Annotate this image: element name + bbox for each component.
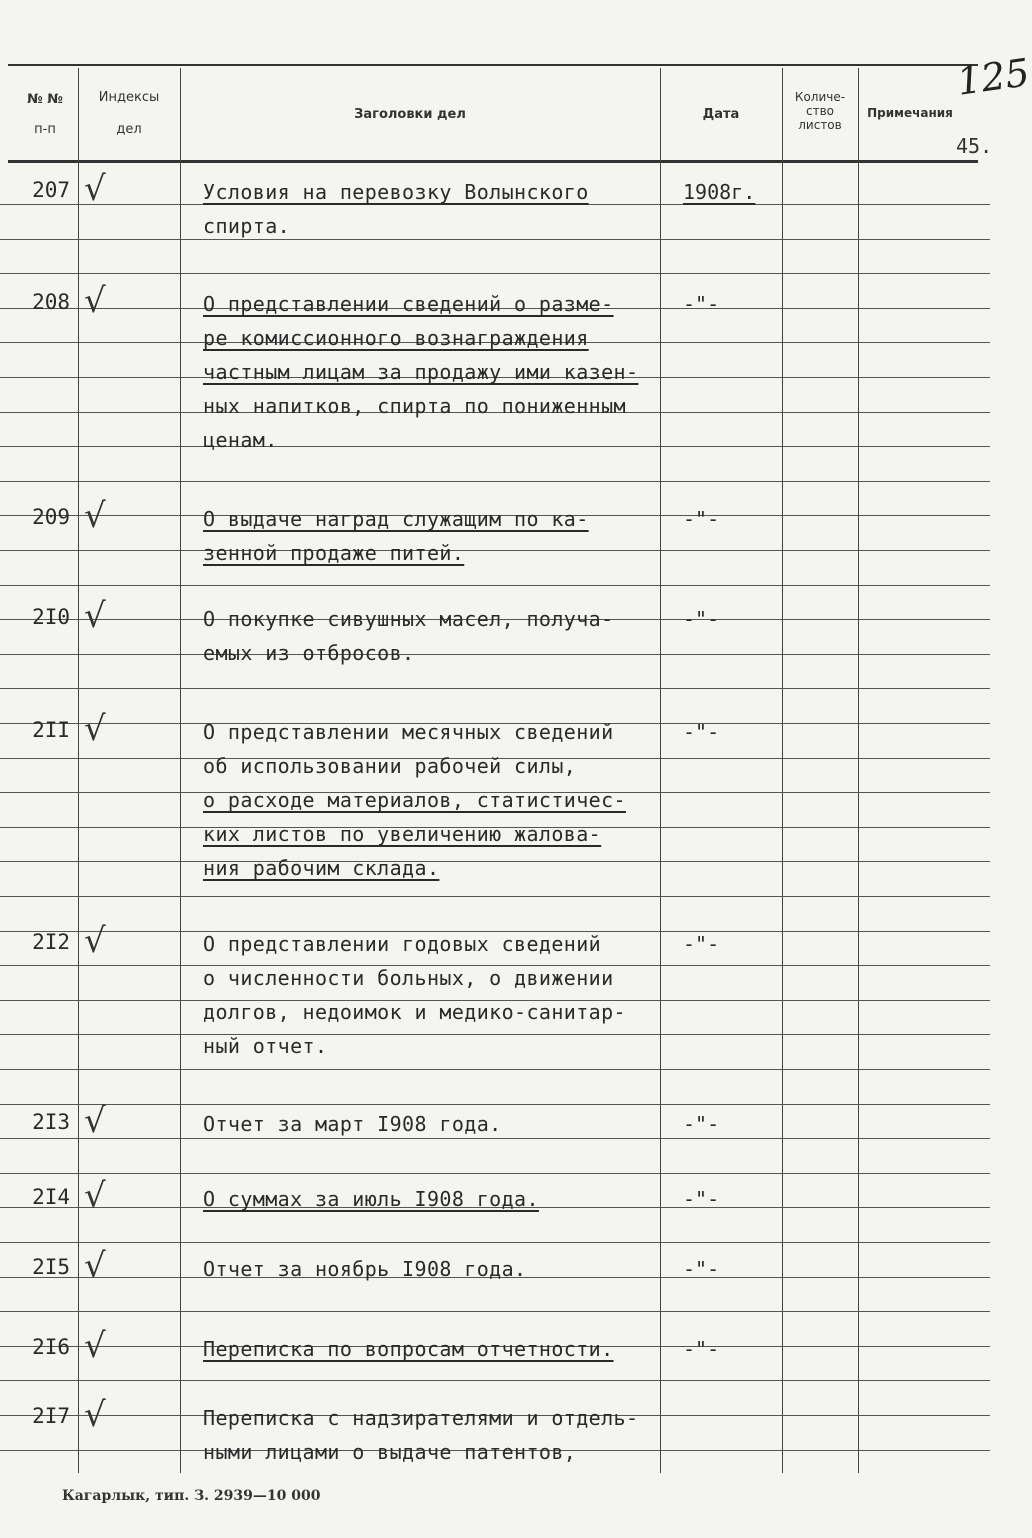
entry-title-line: спирта. bbox=[203, 214, 291, 238]
entry-title-line: О представлении годовых сведений bbox=[203, 932, 602, 956]
entry-date: -"- bbox=[683, 720, 720, 744]
entry-number: 2I0 bbox=[32, 605, 70, 629]
ruled-line bbox=[0, 204, 990, 205]
entry-title-line: ный отчет. bbox=[203, 1034, 328, 1058]
entry-title-line: об использовании рабочей силы, bbox=[203, 754, 577, 778]
col-divider-1 bbox=[78, 68, 79, 1473]
ruled-line bbox=[0, 1242, 990, 1243]
col-divider-5 bbox=[858, 68, 859, 1473]
entry-number: 2I5 bbox=[32, 1255, 70, 1279]
entry-title-line: ре комиссионного вознаграждения bbox=[203, 326, 589, 350]
header-index-label: Индексы bbox=[98, 90, 160, 105]
checkmark-icon: √ bbox=[84, 1395, 106, 1435]
ruled-line bbox=[0, 1138, 990, 1139]
header-index-sub: дел bbox=[116, 122, 142, 137]
handwritten-sheet-number: 125 bbox=[954, 50, 1032, 104]
entry-number: 207 bbox=[32, 178, 70, 202]
header-top-rule bbox=[8, 64, 978, 66]
header-date: Дата bbox=[702, 107, 740, 122]
entry-title-line: О выдаче наград служащим по ка- bbox=[203, 507, 589, 531]
ruled-line bbox=[0, 550, 990, 551]
ruled-line bbox=[0, 585, 990, 586]
entry-date: -"- bbox=[683, 1112, 720, 1136]
header-index bbox=[82, 90, 176, 138]
entry-title-line: ных напитков, спирта по пониженным bbox=[203, 394, 626, 418]
checkmark-icon: √ bbox=[84, 1326, 106, 1366]
entry-title-line: Отчет за ноябрь I908 года. bbox=[203, 1257, 527, 1281]
header-num-label: № № bbox=[27, 92, 63, 107]
entry-title-line: О покупке сивушных масел, получа- bbox=[203, 607, 614, 631]
checkmark-icon: √ bbox=[84, 496, 106, 536]
col-divider-4 bbox=[782, 68, 783, 1473]
col-divider-3 bbox=[660, 68, 661, 1473]
entry-number: 2I7 bbox=[32, 1404, 70, 1428]
entry-date: -"- bbox=[683, 507, 720, 531]
checkmark-icon: √ bbox=[84, 921, 106, 961]
entry-title-line: о расходе материалов, статистичес- bbox=[203, 788, 626, 812]
checkmark-icon: √ bbox=[84, 1101, 106, 1141]
entry-date: -"- bbox=[683, 607, 720, 631]
entry-title-line: емых из отбросов. bbox=[203, 641, 415, 665]
entry-title-line: Отчет за март I908 года. bbox=[203, 1112, 502, 1136]
header-sheets: Количе- ство листов bbox=[794, 90, 846, 132]
ruled-line bbox=[0, 481, 990, 482]
header-num bbox=[14, 92, 76, 138]
ruled-line bbox=[0, 446, 990, 447]
ruled-line bbox=[0, 273, 990, 274]
entry-number: 2I6 bbox=[32, 1335, 70, 1359]
entry-number: 209 bbox=[32, 505, 70, 529]
entry-title-line: ких листов по увеличению жалова- bbox=[203, 822, 602, 846]
entry-title-line: зенной продаже питей. bbox=[203, 541, 465, 565]
entry-number: 208 bbox=[32, 290, 70, 314]
entry-title-line: Переписка по вопросам отчетности. bbox=[203, 1337, 614, 1361]
header-title: Заголовки дел bbox=[354, 107, 466, 122]
entry-title-line: О суммах за июль I908 года. bbox=[203, 1187, 539, 1211]
ruled-line bbox=[0, 654, 990, 655]
header-notes: Примечания bbox=[867, 106, 953, 120]
checkmark-icon: √ bbox=[84, 281, 106, 321]
checkmark-icon: √ bbox=[84, 1246, 106, 1286]
ruled-line bbox=[0, 1311, 990, 1312]
ruled-line bbox=[0, 1380, 990, 1381]
entry-date: -"- bbox=[683, 292, 720, 316]
ruled-line bbox=[0, 239, 990, 240]
entry-title-line: ными лицами о выдаче патентов, bbox=[203, 1440, 577, 1464]
ruled-line bbox=[0, 1034, 990, 1035]
entry-title-line: ния рабочим склада. bbox=[203, 856, 440, 880]
entry-date: -"- bbox=[683, 932, 720, 956]
entry-title-line: О представлении сведений о разме- bbox=[203, 292, 614, 316]
col-divider-2 bbox=[180, 68, 181, 1473]
header-num-sub: п-п bbox=[34, 122, 56, 137]
checkmark-icon: √ bbox=[84, 169, 106, 209]
entry-title-line: Переписка с надзирателями и отдель- bbox=[203, 1406, 639, 1430]
entry-number: 2I4 bbox=[32, 1185, 70, 1209]
header-bottom-rule bbox=[8, 160, 978, 163]
ruled-line bbox=[0, 1104, 990, 1105]
printer-imprint: Кагарлык, тип. З. 2939—10 000 bbox=[62, 1488, 321, 1504]
checkmark-icon: √ bbox=[84, 1176, 106, 1216]
ruled-line bbox=[0, 1173, 990, 1174]
entry-title-line: Условия на перевозку Волынского bbox=[203, 180, 589, 204]
entry-date: -"- bbox=[683, 1337, 720, 1361]
entry-title-line: частным лицам за продажу ими казен- bbox=[203, 360, 639, 384]
entry-date: -"- bbox=[683, 1257, 720, 1281]
checkmark-icon: √ bbox=[84, 709, 106, 749]
ruled-line bbox=[0, 896, 990, 897]
checkmark-icon: √ bbox=[84, 596, 106, 636]
ruled-line bbox=[0, 688, 990, 689]
entry-number: 2II bbox=[32, 718, 70, 742]
ruled-line bbox=[0, 1069, 990, 1070]
entry-date: 1908г. bbox=[683, 180, 756, 204]
entry-title-line: о численности больных, о движении bbox=[203, 966, 614, 990]
ruled-line bbox=[0, 861, 990, 862]
entry-title-line: О представлении месячных сведений bbox=[203, 720, 614, 744]
entry-title-line: долгов, недоимок и медико-санитар- bbox=[203, 1000, 626, 1024]
typed-sheet-number: 45. bbox=[956, 134, 993, 158]
entry-title-line: ценам. bbox=[203, 428, 278, 452]
entry-number: 2I2 bbox=[32, 930, 70, 954]
entry-number: 2I3 bbox=[32, 1110, 70, 1134]
entry-date: -"- bbox=[683, 1187, 720, 1211]
